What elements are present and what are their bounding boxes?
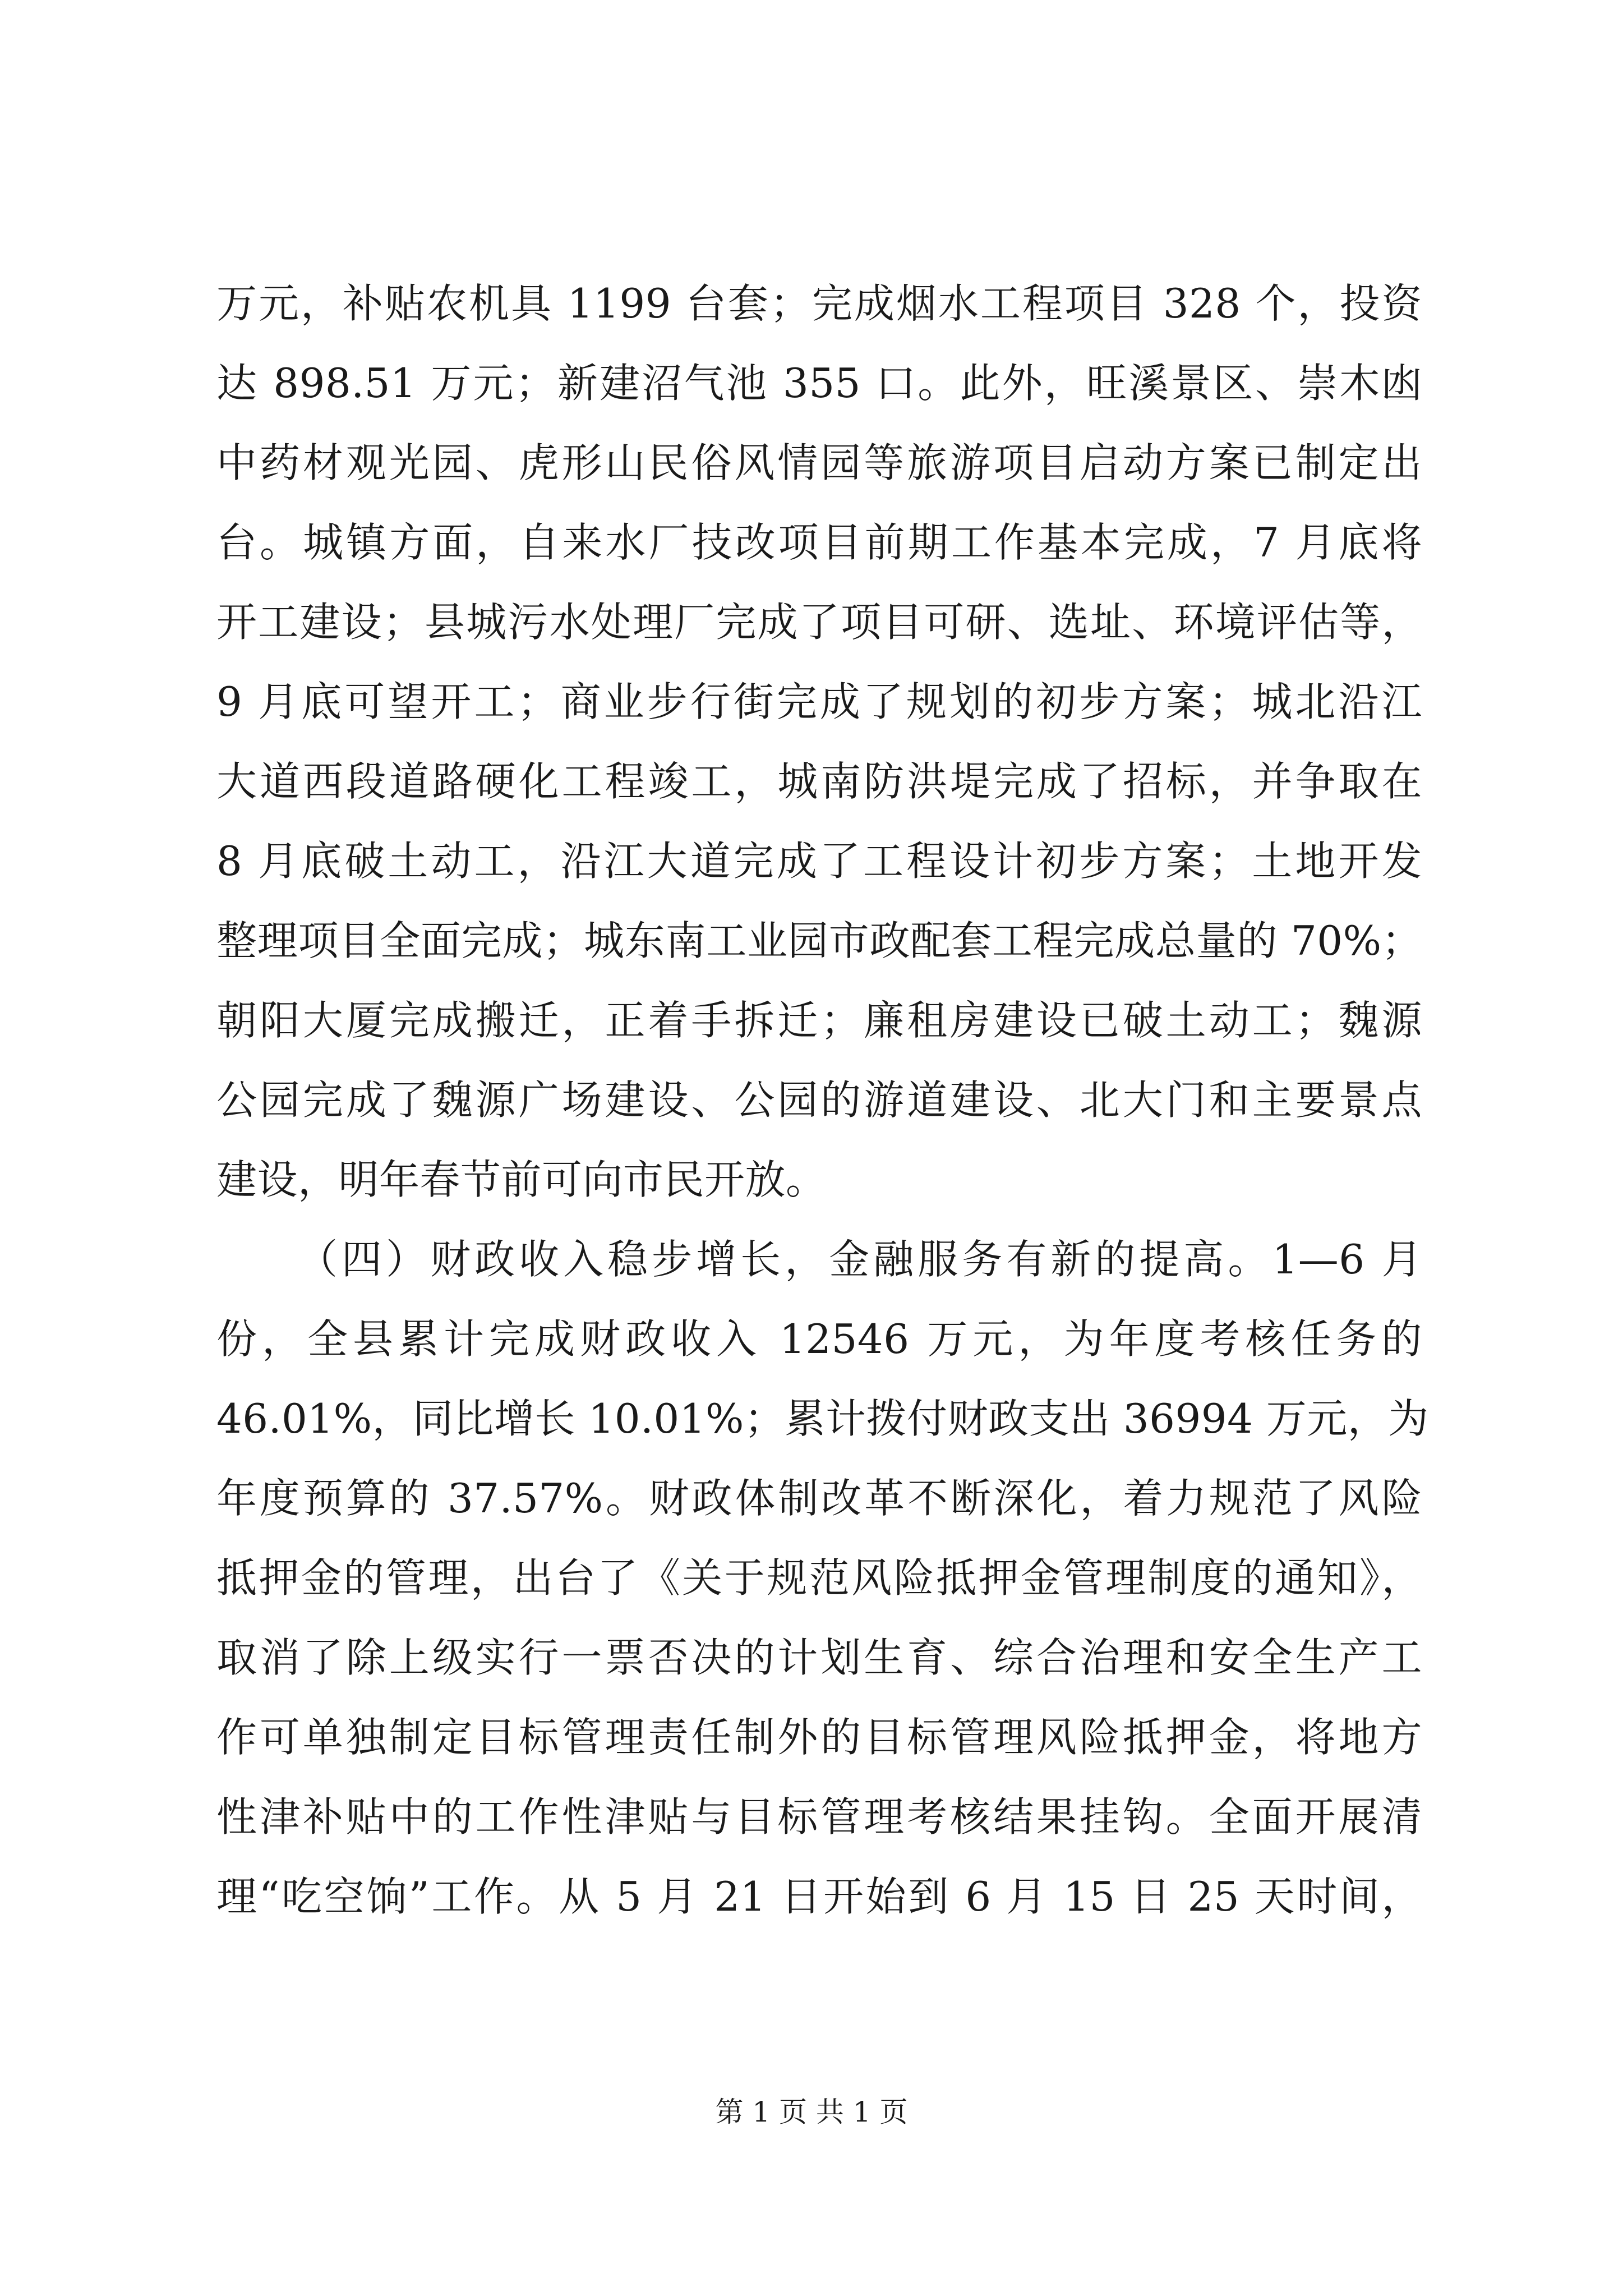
text-line: 取消了除上级实行一票否决的计划生育、综合治理和安全生产工 xyxy=(216,1634,1422,1681)
text-line: 份，全县累计完成财政收入 12546 万元，为年度考核任务的 xyxy=(216,1315,1422,1363)
text-line: 朝阳大厦完成搬迁，正着手拆迁；廉租房建设已破土动工；魏源 xyxy=(216,997,1422,1044)
text-line: 大道西段道路硬化工程竣工，城南防洪堤完成了招标，并争取在 xyxy=(216,758,1422,805)
paragraph-finance xyxy=(216,1220,1429,1936)
text-line: 46.01%，同比增长 10.01%；累计拨付财政支出 36994 万元，为 xyxy=(216,1395,1429,1442)
text-line: 性津补贴中的工作性津贴与目标管理考核结果挂钩。全面开展清 xyxy=(216,1793,1422,1841)
text-line: 台。城镇方面，自来水厂技改项目前期工作基本完成，7 月底将 xyxy=(216,519,1422,566)
paragraph-infrastructure xyxy=(216,264,1422,1220)
text-line: 9 月底可望开工；商业步行街完成了规划的初步方案；城北沿江 xyxy=(216,678,1422,725)
page-footer: 第 1 页 共 1 页 xyxy=(715,2096,908,2128)
text-line: 中药材观光园、虎形山民俗风情园等旅游项目启动方案已制定出 xyxy=(216,439,1422,486)
text-line: 整理项目全面完成；城东南工业园市政配套工程完成总量的 70%； xyxy=(216,917,1422,964)
text-line: 作可单独制定目标管理责任制外的目标管理风险抵押金，将地方 xyxy=(216,1714,1422,1761)
text-line: 理“吃空饷”工作。从 5 月 21 日开始到 6 月 15 日 25 天时间， xyxy=(216,1873,1422,1920)
text-line: 开工建设；县城污水处理厂完成了项目可研、选址、环境评估等， xyxy=(216,599,1422,646)
text-line: 万元，补贴农机具 1199 台套；完成烟水工程项目 328 个，投资 xyxy=(216,280,1422,327)
text-line: 抵押金的管理，出台了《关于规范风险抵押金管理制度的通知》， xyxy=(216,1554,1422,1602)
section-heading-line: （四）财政收入稳步增长，金融服务有新的提高。1—6 月 xyxy=(297,1236,1422,1283)
text-line: 公园完成了魏源广场建设、公园的游道建设、北大门和主要景点 xyxy=(216,1076,1422,1124)
document-body xyxy=(216,264,1429,1936)
text-line: 年度预算的 37.57%。财政体制改革不断深化，着力规范了风险 xyxy=(216,1475,1422,1522)
text-line: 达 898.51 万元；新建沼气池 355 口。此外，旺溪景区、崇木凼 xyxy=(216,360,1422,407)
text-line: 8 月底破土动工，沿江大道完成了工程设计初步方案；土地开发 xyxy=(216,838,1422,885)
text-line: 建设，明年春节前可向市民开放。 xyxy=(216,1156,827,1203)
